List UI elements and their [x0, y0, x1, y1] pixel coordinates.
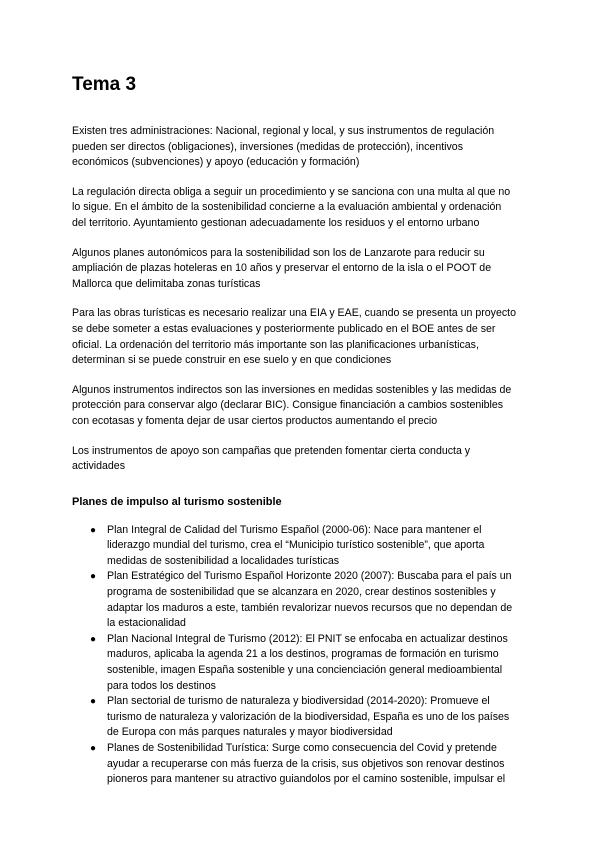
paragraph-planes-autonomicos: Algunos planes autonómicos para la sostenibilidad son los de Lanzarote para reducir su ampliación de plazas hoteleras en 10 años y preservar el entorno de la isla o el POOT de Mallorca que delimitaba zonas turísticas	[72, 246, 492, 290]
list-item	[72, 523, 516, 570]
paragraph-obras-turisticas: Para las obras turísticas es necesario realizar una EIA y EAE, cuando se presenta un proyecto se debe someter a estas evaluaciones y posteriormente publicado en el BOE antes de ser oficial. La ordenación del territorio más importante son las planificaciones urbanísticas, determinan si se puede construir en ese suelo y en que condiciones	[72, 307, 517, 367]
list-item	[72, 741, 516, 788]
list-item	[72, 632, 516, 694]
list-item-text: Plan Estratégico del Turismo Español Horizonte 2020 (2007): Buscaba para el país un programa de sostenibilidad que se alcanzara en 2020, crear destinos sostenibles y adaptar los maduros a este, también revalorizar nuevos recursos que no dependan de la estacionalidad	[107, 570, 513, 630]
paragraph-administraciones: Existen tres administraciones: Nacional, regional y local, y sus instrumentos de regulación pueden ser directos (obligaciones), inversiones (medidas de protección), incentivos económicos (subvenciones) y apoyo (educación y formación)	[72, 125, 495, 169]
list-item	[72, 694, 516, 741]
bullet-icon: ●	[90, 571, 97, 583]
list-item-text: Planes de Sostenibilidad Turística: Surge como consecuencia del Covid y pretende ayudar a recuperarse con más fuerza de la crisis, sus objetivos son renovar destinos pioneros para mantener su atractivo guiandolos por el camino sostenible, impulsar el	[107, 742, 506, 786]
paragraph-instrumentos-indirectos: Algunos instrumentos indirectos son las inversiones en medidas sostenibles y las medidas de protección para conservar algo (declarar BIC). Consigue financiación a cambios sostenibles con ecotasas y fomenta dejar de usar ciertos productos aumentando el precio	[72, 383, 512, 427]
list-item	[72, 569, 516, 631]
page-title: Tema 3	[72, 74, 137, 95]
bullet-icon: ●	[90, 633, 97, 645]
list-item-text: Plan Integral de Calidad del Turismo Español (2000-06): Nace para mantener el liderazgo mundial del turismo, crea el “Municipio turístico sostenible”, que aporta medidas de sostenibilidad a localidades turísticas	[107, 523, 485, 567]
bullet-icon: ●	[90, 696, 97, 708]
paragraph-instrumentos-apoyo: Los instrumentos de apoyo son campañas que pretenden fomentar cierta conducta y actividades	[72, 444, 471, 473]
list-item-text: Plan Nacional Integral de Turismo (2012): El PNIT se enfocaba en actualizar destinos maduros, aplicaba la agenda 21 a los destinos, programas de formación en turismo sostenible, imagen España sostenible y una concienciación general medioambiental para todos los destinos	[107, 632, 508, 692]
plans-list	[72, 523, 516, 788]
list-item-text: Plan sectorial de turismo de naturaleza y biodiversidad (2014-2020): Promueve el turismo de naturaleza y valorización de la biodiversidad, España es uno de los países de Europa con más parques naturales y mayor biodiversidad	[107, 695, 510, 739]
section-heading: Planes de impulso al turismo sostenible	[72, 495, 282, 508]
paragraph-regulacion-directa: La regulación directa obliga a seguir un procedimiento y se sanciona con una multa al que no lo sigue. En el ámbito de la sostenibilidad concierne a la evaluación ambiental y ordenación del territorio. Ayuntamiento gestionan adecuadamente los residuos y el entorno urbano	[72, 185, 511, 229]
bullet-icon: ●	[90, 743, 97, 754]
bullet-icon: ●	[90, 524, 97, 536]
